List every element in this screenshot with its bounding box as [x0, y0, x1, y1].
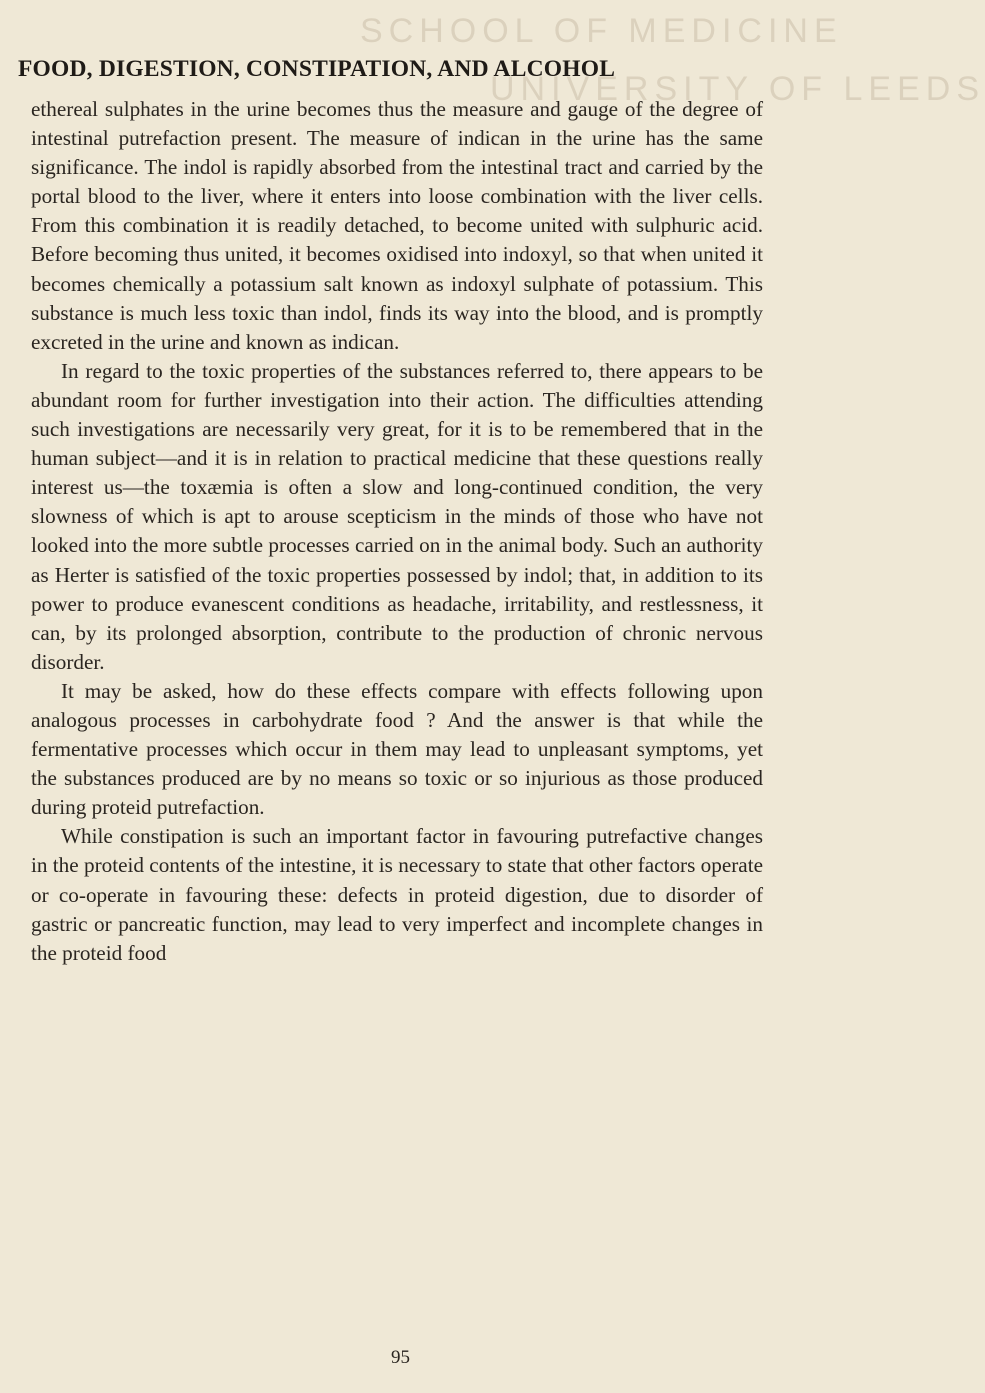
body-text	[31, 95, 763, 968]
page-number: 95	[391, 1347, 410, 1368]
paragraph: It may be asked, how do these effects compare with effects following upon analogous processes in carbohydrate food ? And the answer is that while the fermentative processes which occur in them may lead to unpleasant symptoms, yet the substances produced are by no means so toxic or so injurious as those produced during proteid putrefaction.	[31, 678, 763, 820]
watermark-line-2: UNIVERSITY OF LEEDS	[490, 70, 985, 108]
paragraph: ethereal sulphates in the urine becomes thus the measure and gauge of the degree of intestinal putrefaction present. The measure of indican in the urine has the same significance. The indol is rapidly absorbed from the intestinal tract and carried by the portal blood to the liver, where it enters into loose combination with the liver cells. From this combination it is readily detached, to become united with sulphuric acid. Before becoming thus united, it becomes oxidised into indoxyl, so that when united it becomes chemically a potassium salt known as indoxyl sulphate of potassium. This substance is much less toxic than indol, finds its way into the blood, and is promptly excreted in the urine and known as indican.	[31, 97, 763, 354]
running-head: FOOD, DIGESTION, CONSTIPATION, AND ALCOHOL	[18, 56, 616, 82]
paragraph: In regard to the toxic properties of the substances referred to, there appears to be abundant room for further investigation into their action. The difficulties attending such investigations are necessarily very great, for it is to be remembered that in the human subject—and it is in relation to practical medicine that these questions really interest us—the toxæmia is often a slow and long-continued condition, the very slowness of which is apt to arouse scepticism in the minds of those who have not looked into the more subtle processes carried on in the animal body. Such an authority as Herter is satisfied of the toxic properties possessed by indol; that, in addition to its power to produce evanescent conditions as headache, irritability, and restlessness, it can, by its prolonged absorption, contribute to the production of chronic nervous disorder.	[31, 358, 763, 674]
paragraph: While constipation is such an important factor in favouring putrefactive changes in the proteid contents of the intestine, it is necessary to state that other factors operate or co-operate in favouring these: defects in proteid digestion, due to disorder of gastric or pancreatic function, may lead to very imperfect and incomplete changes in the proteid food	[31, 824, 763, 965]
watermark-line-1: SCHOOL OF MEDICINE	[360, 12, 843, 50]
